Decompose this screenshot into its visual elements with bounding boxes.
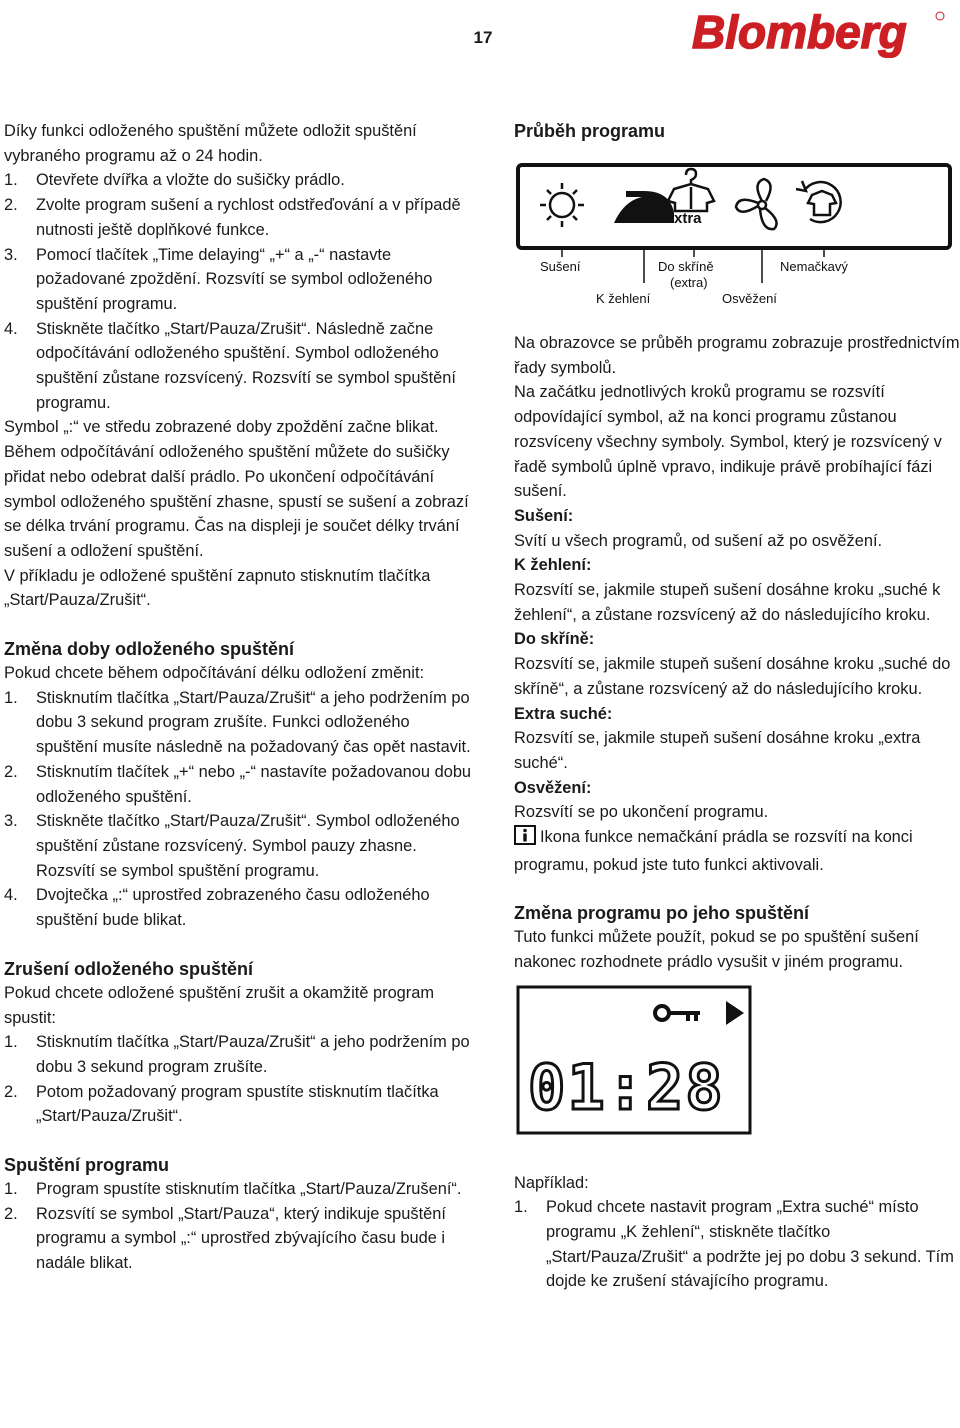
phase-text: Rozsvítí se po ukončení programu.	[514, 803, 769, 822]
start-program-title: Spuštění programu	[4, 1155, 170, 1176]
phase-text: Rozsvítí se, jakmile stupeň sušení dosáhne kroku „extra suché“.	[514, 729, 921, 772]
left-column	[4, 119, 474, 1276]
label-osvezeni: Osvěžení	[722, 291, 777, 306]
example-steps	[514, 1195, 960, 1294]
brand-name: Blomberg	[692, 6, 907, 58]
sun-icon	[540, 183, 584, 227]
phase-text: Svítí u všech programů, od sušení až po osvěžení.	[514, 531, 883, 550]
list-item: 3. Pomocí tlačítek „Time delaying“ „+“ a „-“ nastavte požadované zpoždění. Rozsvítí se symbol odloženého spuštění programu.	[4, 245, 433, 313]
label-extra-paren: (extra)	[670, 275, 708, 290]
example-label: Například:	[514, 1173, 589, 1192]
start-program-steps	[4, 1177, 474, 1276]
change-delay-title: Změna doby odloženého spuštění	[4, 639, 295, 660]
right-column	[514, 119, 960, 1294]
change-program-text: Tuto funkci můžete použít, pokud se po spuštění sušení nakonec rozhodnete prádlo vysušit v jiném programu.	[514, 928, 919, 972]
example-paragraph: V příkladu je odložené spuštění zapnuto stisknutím tlačítka „Start/Pauza/Zrušit“.	[4, 566, 431, 610]
delay-steps	[4, 168, 474, 415]
shirt-hanger-icon	[668, 169, 714, 211]
label-nemackavy: Nemačkavý	[780, 259, 848, 274]
label-k-zehleni: K žehlení	[596, 291, 651, 306]
phase-heading: Do skříně:	[514, 630, 595, 649]
info-text: Ikona funkce nemačkání prádla se rozsvítí na konci programu, pokud jste tuto funkci aktivovali.	[514, 828, 913, 874]
symbol-panel	[514, 161, 954, 311]
list-item: 1. Otevřete dvířka a vložte do sušičky prádlo.	[4, 171, 345, 190]
phase-text: Rozsvítí se, jakmile stupeň sušení dosáhne kroku „suché k žehlení“, a zůstane rozsvícený až do následujícího kroku.	[514, 581, 941, 624]
blomberg-logo	[690, 6, 950, 63]
phase-heading: K žehlení:	[514, 556, 592, 575]
list-item: 1. Stisknutím tlačítka „Start/Pauza/Zrušit“ a jeho podržením po dobu 3 sekund program zrušíte. Funkci odloženého spuštění musíte následně na požadovaný čas opět nastavit.	[4, 688, 471, 757]
list-item: 2. Stisknutím tlačítek „+“ nebo „-“ nastavíte požadovanou dobu odloženého spuštění.	[4, 762, 472, 806]
list-item: 4. Dvojtečka „:“ uprostřed zobrazeného času odloženého spuštění bude blikat.	[4, 886, 430, 930]
phase-heading: Sušení:	[514, 506, 574, 525]
during-paragraph: Během odpočítávání odloženého spuštění můžete do sušičky přidat nebo odebrat další prádlo. Po ukončení odpočítávání symbol odloženého spuštění zhasne, spustí se sušení a zobrazí se délka trvání programu. Čas na displeji je součet délky trvání sušení a odložení spuštění.	[4, 443, 469, 560]
extra-label: Extra	[664, 210, 702, 227]
change-program-title: Změna programu po jeho spuštění	[514, 903, 810, 924]
anti-crease-icon	[796, 181, 841, 222]
list-item: 4. Stiskněte tlačítko „Start/Pauza/Zrušit“. Následně začne odpočítávání odloženého spuštění. Symbol odloženého spuštění zůstane rozsvícený. Rozsvítí se symbol spuštění programu.	[4, 319, 456, 412]
info-note	[514, 825, 960, 877]
list-item: 3. Stiskněte tlačítko „Start/Pauza/Zrušit“. Symbol odloženého spuštění zůstane rozsvícený. Symbol pauzy zhasne. Rozsvítí se symbol spuštění programu.	[4, 812, 460, 880]
phase-heading: Extra suché:	[514, 704, 613, 723]
label-do-skrine: Do skříně	[658, 259, 714, 274]
list-item: 1. Stisknutím tlačítka „Start/Pauza/Zrušit“ a jeho podržením po dobu 3 sekund program zrušíte.	[4, 1033, 470, 1076]
lcd-display	[516, 985, 960, 1143]
list-item: 2. Zvolte program sušení a rychlost odstřeďování a v případě nutnosti ještě doplňkové funkce.	[4, 196, 461, 239]
progress-paragraph-1: Na obrazovce se průběh programu zobrazuje prostřednictvím řady symbolů.	[514, 334, 960, 377]
cancel-delay-steps	[4, 1030, 474, 1129]
fan-icon	[736, 179, 777, 229]
list-item: 1. Program spustíte stisknutím tlačítka „Start/Pauza/Zrušení“.	[4, 1180, 462, 1199]
progress-title: Průběh programu	[514, 121, 666, 141]
progress-paragraph-2: Na začátku jednotlivých kroků programu se rozsvítí odpovídající symbol, až na konci programu zůstanou rozsvíceny všechny symboly. Symbol, který je rozsvícený v řadě symbolů úplně vpravo, indikuje právě probíhající fázi sušení.	[514, 383, 942, 501]
play-arrow-icon	[726, 1001, 744, 1025]
display-time: 01:28	[528, 1050, 725, 1124]
change-delay-intro: Pokud chcete během odpočítávání délku odložení změnit:	[4, 664, 425, 683]
list-item: 1. Pokud chcete nastavit program „Extra suché“ místo programu „K žehlení“, stiskněte tlačítko „Start/Pauza/Zrušit“ a podržte jej po dobu 3 sekund. Tím dojde ke zrušení stávajícího programu.	[514, 1198, 954, 1291]
cancel-delay-title: Zrušení odloženého spuštění	[4, 958, 254, 979]
phase-text: Rozsvítí se, jakmile stupeň sušení dosáhne kroku „suché do skříně“, a zůstane rozsvícený až do následujícího kroku.	[514, 655, 951, 698]
list-item: 2. Rozsvítí se symbol „Start/Pauza“, který indikuje spuštění programu a symbol „:“ uprostřed zbývajícího času bude i nadále blikat.	[4, 1204, 446, 1273]
info-icon	[514, 825, 536, 853]
label-suseni: Sušení	[540, 259, 581, 274]
list-item: 2. Potom požadovaný program spustíte stisknutím tlačítka „Start/Pauza/Zrušit“.	[4, 1082, 439, 1126]
page-number: 17	[473, 28, 493, 47]
phase-heading: Osvěžení:	[514, 778, 592, 797]
symbol-paragraph: Symbol „:“ ve středu zobrazené doby zpoždění začne blikat.	[4, 418, 439, 437]
change-delay-steps	[4, 686, 474, 933]
key-icon	[655, 1006, 700, 1021]
cancel-delay-intro: Pokud chcete odložené spuštění zrušit a okamžitě program spustit:	[4, 983, 435, 1027]
intro-paragraph: Díky funkci odloženého spuštění můžete odložit spuštění vybraného programu až o 24 hodin.	[4, 122, 417, 165]
